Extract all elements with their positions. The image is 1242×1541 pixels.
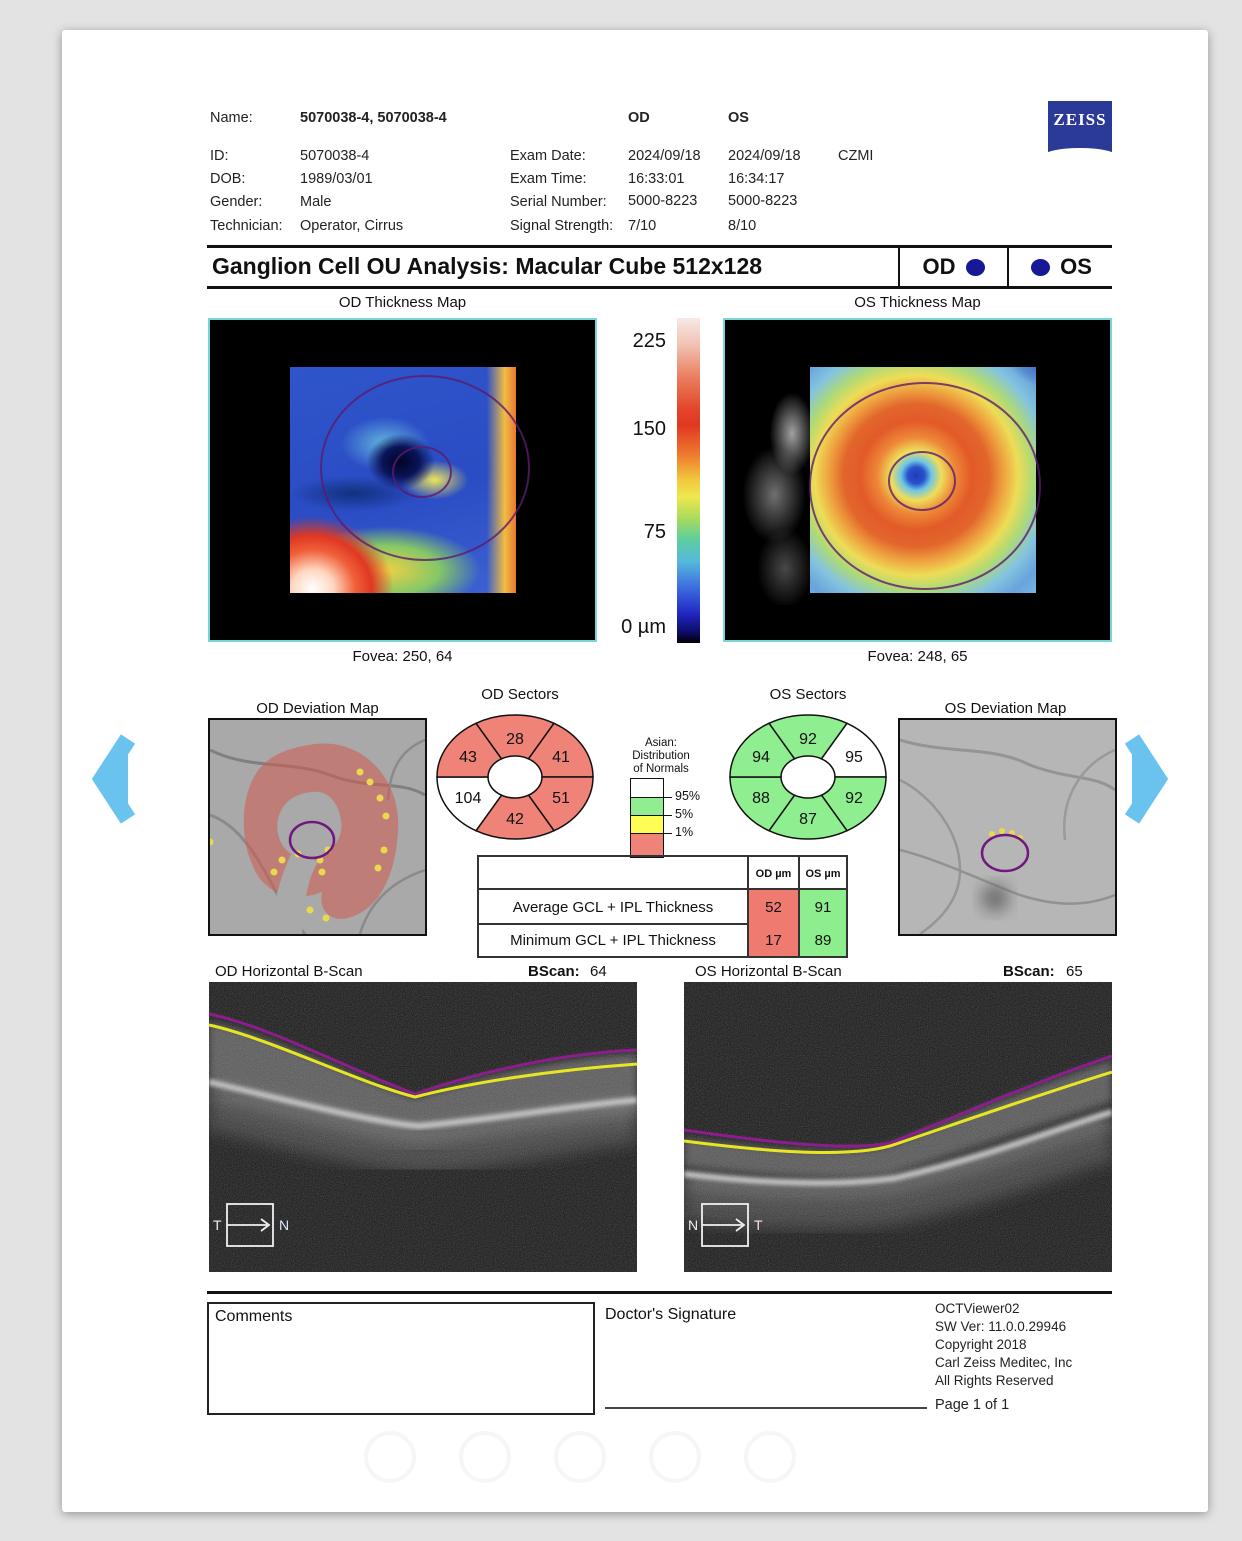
od-sectors-title: OD Sectors	[481, 686, 559, 703]
os-sector-inferior: 87	[799, 811, 817, 828]
scale-tick-225: 225	[632, 330, 666, 352]
od-sector-inferonasal: 104	[454, 790, 482, 807]
exam-date-od: 2024/09/18	[628, 148, 701, 164]
min-gcl-os-value: 89	[798, 925, 846, 956]
serial-od: 5000-8223	[628, 193, 698, 209]
legend-tick-95: 95%	[675, 789, 701, 803]
od-sector-inferior: 42	[506, 811, 524, 828]
id-value: 5070038-4	[300, 148, 370, 164]
signature-line	[605, 1407, 927, 1409]
watermark-circle	[364, 1431, 416, 1483]
od-orientation-left: T	[213, 1217, 222, 1233]
od-bscan-title: OD Horizontal B-Scan	[215, 963, 363, 980]
os-thickness-title: OS Thickness Map	[854, 294, 981, 311]
scale-tick-75: 75	[643, 521, 666, 543]
table-col-os: OS µm	[798, 857, 846, 890]
os-sectors-title: OS Sectors	[769, 686, 847, 703]
legend-swatch-yellow	[630, 815, 664, 834]
exam-time-label: Exam Time:	[510, 171, 587, 187]
os-bscan-label: BScan:	[1003, 963, 1055, 980]
signature-label: Doctor's Signature	[605, 1306, 737, 1323]
os-indicator-dot	[1031, 259, 1050, 276]
thickness-color-scale	[677, 318, 700, 643]
od-deviation-title: OD Deviation Map	[256, 700, 379, 717]
technician-label: Technician:	[210, 218, 283, 234]
legend-title: Asian: Distribution of Normals	[632, 737, 690, 775]
gcl-ipl-table	[477, 855, 848, 958]
comments-box[interactable]	[207, 1302, 595, 1415]
serial-label: Serial Number:	[510, 194, 607, 210]
os-column-header: OS	[728, 110, 749, 126]
os-bscan-image[interactable]	[684, 982, 1112, 1272]
od-sectors-wheel	[430, 702, 600, 852]
avg-gcl-od-value: 52	[747, 890, 798, 925]
legend-swatch-white	[630, 778, 664, 798]
os-sector-superotemporal: 94	[752, 749, 770, 766]
zeiss-logo-curve	[1042, 148, 1118, 166]
od-indicator-group	[900, 248, 1007, 286]
table-col-od: OD µm	[747, 857, 798, 890]
legend-swatch-green	[630, 797, 664, 816]
gender-value: Male	[300, 194, 332, 210]
exam-date-os: 2024/09/18	[728, 148, 801, 164]
avg-gcl-label: Average GCL + IPL Thickness	[512, 899, 714, 916]
scale-tick-150: 150	[632, 418, 666, 440]
exam-time-os: 16:34:17	[728, 171, 785, 187]
os-fovea-circle	[888, 451, 956, 511]
od-fovea-circle	[392, 446, 452, 498]
od-thickness-map[interactable]	[208, 318, 597, 642]
od-thickness-title: OD Thickness Map	[338, 294, 467, 311]
os-bscan-number: 65	[1066, 963, 1083, 980]
os-indicator-group	[1009, 248, 1114, 286]
watermark-circle	[744, 1431, 796, 1483]
page-title: Ganglion Cell OU Analysis: Macular Cube 512x128	[212, 253, 763, 279]
device-code: CZMI	[838, 148, 874, 164]
od-sector-superonasal: 43	[459, 749, 477, 766]
dob-label: DOB:	[210, 171, 246, 187]
od-orientation-right: N	[279, 1217, 290, 1233]
watermark-circle	[649, 1431, 701, 1483]
id-label: ID:	[210, 148, 229, 164]
legend-tick-5: 5%	[675, 807, 694, 821]
watermark-circle	[459, 1431, 511, 1483]
signal-od: 7/10	[628, 218, 657, 234]
comments-label: Comments	[215, 1308, 293, 1325]
os-fovea-label: Fovea: 248, 65	[867, 648, 968, 665]
signal-label: Signal Strength:	[510, 218, 614, 234]
previous-page-arrow[interactable]	[88, 733, 140, 825]
od-sector-superotemporal: 41	[552, 749, 570, 766]
od-indicator-dot	[966, 259, 985, 276]
zeiss-logo-text: ZEISS	[1053, 110, 1107, 129]
watermark-circle	[554, 1431, 606, 1483]
page-number: Page 1 of 1	[935, 1397, 1010, 1413]
od-sector-superior: 28	[506, 731, 524, 748]
zeiss-logo	[1048, 101, 1112, 157]
signal-os: 8/10	[728, 218, 757, 234]
os-sector-inferotemporal: 88	[752, 790, 770, 807]
name-value: 5070038-4, 5070038-4	[300, 110, 447, 126]
os-sector-superior: 92	[799, 731, 817, 748]
od-bscan-label: BScan:	[528, 963, 580, 980]
avg-gcl-os-value: 91	[798, 890, 846, 925]
distribution-legend	[630, 778, 720, 858]
scale-tick-0: 0 µm	[621, 616, 666, 638]
legend-tick-1: 1%	[675, 825, 694, 839]
os-thickness-map[interactable]	[723, 318, 1112, 642]
serial-os: 5000-8223	[728, 193, 798, 209]
exam-date-label: Exam Date:	[510, 148, 586, 164]
os-sectors-wheel	[723, 702, 893, 852]
os-sector-inferonasal: 92	[845, 790, 863, 807]
os-orientation-right: T	[754, 1217, 763, 1233]
os-deviation-title: OS Deviation Map	[944, 700, 1067, 717]
od-column-header: OD	[628, 110, 650, 126]
gender-label: Gender:	[210, 194, 263, 210]
software-info: OCTViewer02 SW Ver: 11.0.0.29946 Copyright 2018 Carl Zeiss Meditec, Inc All Rights Reserved	[935, 1301, 1073, 1388]
dob-value: 1989/03/01	[300, 171, 373, 187]
os-bscan-title: OS Horizontal B-Scan	[695, 963, 842, 980]
footer-divider	[207, 1291, 1112, 1294]
od-sector-inferotemporal: 51	[552, 790, 570, 807]
name-label: Name:	[210, 110, 253, 126]
od-bscan-image[interactable]	[209, 982, 637, 1272]
min-gcl-od-value: 17	[747, 925, 798, 956]
os-indicator-label: OS	[1060, 254, 1092, 279]
od-deviation-map[interactable]	[208, 718, 427, 936]
os-deviation-map[interactable]	[898, 718, 1117, 936]
technician-value: Operator, Cirrus	[300, 218, 404, 234]
os-orientation-left: N	[688, 1217, 699, 1233]
title-bar	[207, 245, 1112, 289]
od-indicator-label: OD	[922, 254, 956, 279]
os-fundus-strip	[743, 360, 813, 605]
od-bscan-number: 64	[590, 963, 607, 980]
min-gcl-label: Minimum GCL + IPL Thickness	[510, 932, 716, 949]
exam-time-od: 16:33:01	[628, 171, 685, 187]
od-fovea-label: Fovea: 250, 64	[352, 648, 453, 665]
next-page-arrow[interactable]	[1120, 733, 1172, 825]
os-sector-superonasal: 95	[845, 749, 863, 766]
